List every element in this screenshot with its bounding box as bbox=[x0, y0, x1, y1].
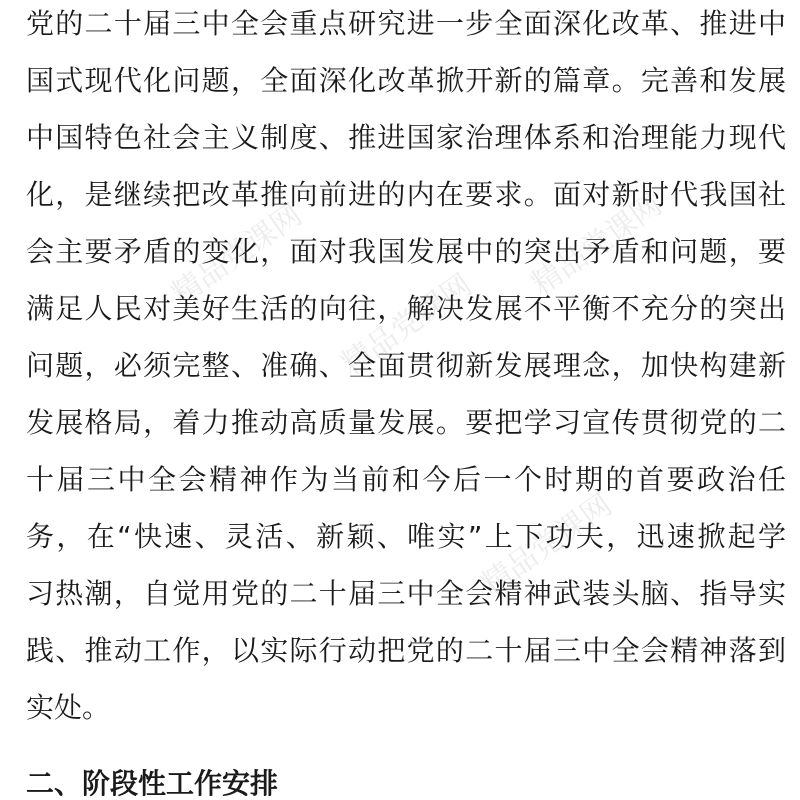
watermark: 精品党课网 bbox=[525, 187, 669, 303]
paragraph-line: 中国特色社会主义制度、推进国家治理体系和治理能力现代 bbox=[26, 121, 786, 154]
paragraph-line: 践、推动工作，以实际行动把党的二十届三中全会精神落到 bbox=[26, 634, 786, 667]
paragraph-line: 十届三中全会精神作为当前和今后一个时期的首要政治任 bbox=[26, 463, 786, 496]
section-heading: 二、阶段性工作安排 bbox=[26, 767, 279, 800]
paragraph-line: 满足人民对美好生活的向往，解决发展不平衡不充分的突出 bbox=[26, 292, 786, 325]
paragraph-line: 实处。 bbox=[26, 691, 111, 724]
paragraph-line: 问题，必须完整、准确、全面贯彻新发展理念，加快构建新 bbox=[26, 349, 786, 382]
paragraph-line: 化，是继续把改革推向前进的内在要求。面对新时代我国社 bbox=[26, 178, 786, 211]
paragraph-line: 发展格局，着力推动高质量发展。要把学习宣传贯彻党的二 bbox=[26, 406, 786, 439]
paragraph-line: 国式现代化问题，全面深化改革掀开新的篇章。完善和发展 bbox=[26, 64, 786, 97]
paragraph-line: 会主要矛盾的变化，面对我国发展中的突出矛盾和问题，要 bbox=[26, 235, 786, 268]
paragraph-line: 党的二十届三中全会重点研究进一步全面深化改革、推进中 bbox=[26, 7, 786, 40]
watermark: 精品党课网 bbox=[335, 267, 479, 383]
paragraph-line: 习热潮，自觉用党的二十届三中全会精神武装头脑、指导实 bbox=[26, 577, 786, 610]
paragraph-line: 务，在“快速、灵活、新颖、唯实”上下功夫，迅速掀起学 bbox=[26, 520, 786, 553]
watermark: 精品党课网 bbox=[165, 197, 309, 313]
watermark: 精品党课网 bbox=[475, 487, 619, 603]
